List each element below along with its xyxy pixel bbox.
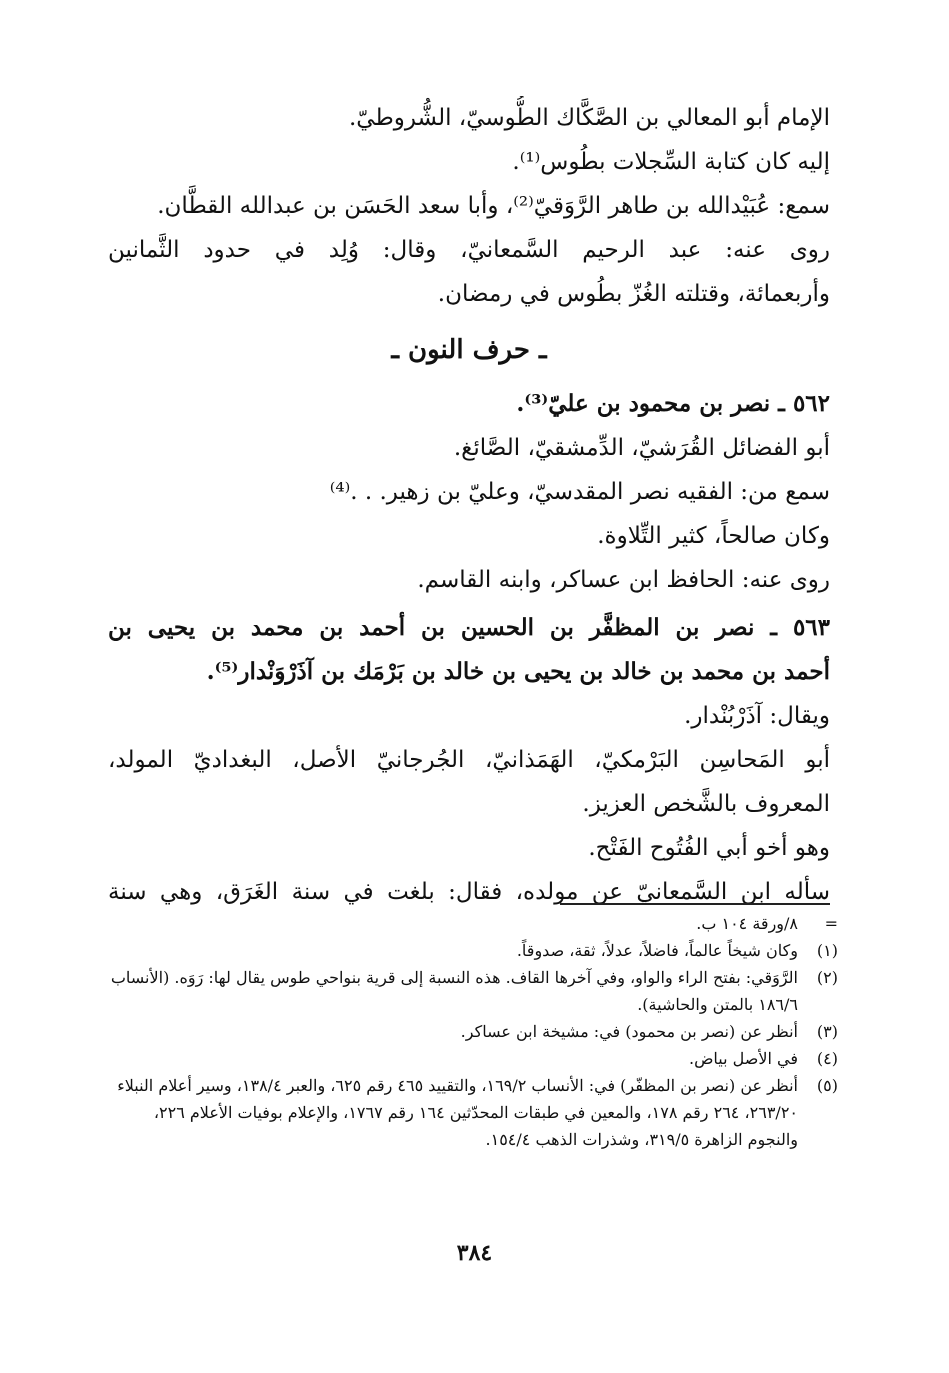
footnote-text: في الأصل بياض. [688, 1049, 798, 1068]
footnote-text: أنظر عن (نصر بن محمود) في: مشيخة ابن عساكر. [460, 1022, 798, 1041]
footnote-text: أنظر عن (نصر بن المظفّر) في: الأنساب ١٦٩/٢، والتقييد ٤٦٥ رقم ٦٢٥، والعبر ١٣٨/٤، وسير أعلام النبلاء ٢٦٣/٢٠، ٢٦٤ رقم ١٧٨، والمعين في طبقات المحدّثين ١٦٤ رقم ١٧٦٧، والإعلام بوفيات الأعلام ٢٢٦، والنجوم الزاهرة ٣١٩/٥، وشذرات الذهب ١٥٤/٤. [117, 1076, 798, 1149]
entry-563-title: ٥٦٣ ـ نصر بن المظفَّر بن الحسين بن أحمد بن محمد بن يحيى بن [108, 614, 830, 641]
footnote [108, 964, 838, 1018]
footnotes [108, 910, 838, 1153]
text-line: روى عنه: عبد الرحيم السَّمعانيّ، وقال: وُلِد في حدود الثَّمانين [108, 237, 830, 263]
footnote [108, 937, 838, 964]
text-line: الإمام أبو المعالي بن الصَّكَّاك الطُّوسيّ، الشُّروطيّ. [348, 105, 830, 131]
main-text [108, 96, 830, 914]
footnote-text: ٨/ورقة ١٠٤ ب. [696, 914, 798, 933]
text-line: وهو أخو أبي الفُتُوح الفَتْح. [588, 835, 830, 861]
text-line: إليه كان كتابة السِّجلات بطُوس⁽¹⁾. [512, 149, 830, 175]
footnote-text: وكان شيخاً عالماً، فاضلاً، عدلاً، ثقة، صدوقاً. [516, 941, 798, 960]
footnote-number: (٥) [816, 1076, 838, 1095]
text-line: أبو المَحاسِن البَرْمكيّ، الهَمَذانيّ، الجُرجانيّ الأصل، البغداديّ المولد، [108, 747, 830, 773]
text-line: ويقال: آذَرْبُنْدار. [684, 703, 830, 729]
footnote-divider [560, 903, 830, 905]
text-line: روى عنه: الحافظ ابن عساكر، وابنه القاسم. [417, 567, 830, 593]
footnote [108, 1045, 838, 1072]
text-line: أبو الفضائل القُرَشيّ، الدِّمشقيّ، الصَّائغ. [453, 435, 830, 461]
text-line: وأربعمائة، وقتلته الغُزّ بطُوس في رمضان. [437, 281, 830, 307]
entry-562-title: ٥٦٢ ـ نصر بن محمود بن عليّ⁽³⁾. [516, 390, 830, 417]
section-heading: ـ حرف النون ـ [391, 335, 547, 365]
footnote-number: (٢) [816, 968, 838, 987]
footnote-text: الرَّوَقي: بفتح الراء والواو، وفي آخرها القاف. هذه النسبة إلى قرية بنواحي طوس يقال لها: رَوَه. (الأنساب ١٨٦/٦ بالمتن والحاشية). [110, 968, 798, 1014]
text-line: سأله ابن السَّمعانيّ عن مولده، فقال: بلغت في سنة الغَرَق، وهي سنة [108, 879, 830, 905]
footnote [108, 910, 838, 937]
page-number: ٣٨٤ [456, 1240, 493, 1266]
text-line: وكان صالحاً، كثير التِّلاوة. [597, 523, 830, 549]
footnote [108, 1018, 838, 1045]
text-line: سمع من: الفقيه نصر المقدسيّ، وعليّ بن زهير. . .⁽⁴⁾ [329, 479, 830, 505]
entry-563-title-continued: أحمد بن محمد بن خالد بن يحيى بن خالد بن بَرْمَك بن آذَرْوَنْدار⁽⁵⁾. [206, 658, 830, 685]
footnote-number: = [824, 914, 838, 933]
footnote [108, 1072, 838, 1153]
footnote-number: (٣) [816, 1022, 838, 1041]
footnote-number: (١) [816, 941, 838, 960]
text-line: المعروف بالشَّخص العزيز. [582, 791, 830, 817]
text-line: سمع: عُبَيْدالله بن طاهر الرَّوَقيّ⁽²⁾، وأبا سعد الحَسَن بن عبدالله القطَّان. [157, 193, 830, 219]
footnote-number: (٤) [816, 1049, 838, 1068]
